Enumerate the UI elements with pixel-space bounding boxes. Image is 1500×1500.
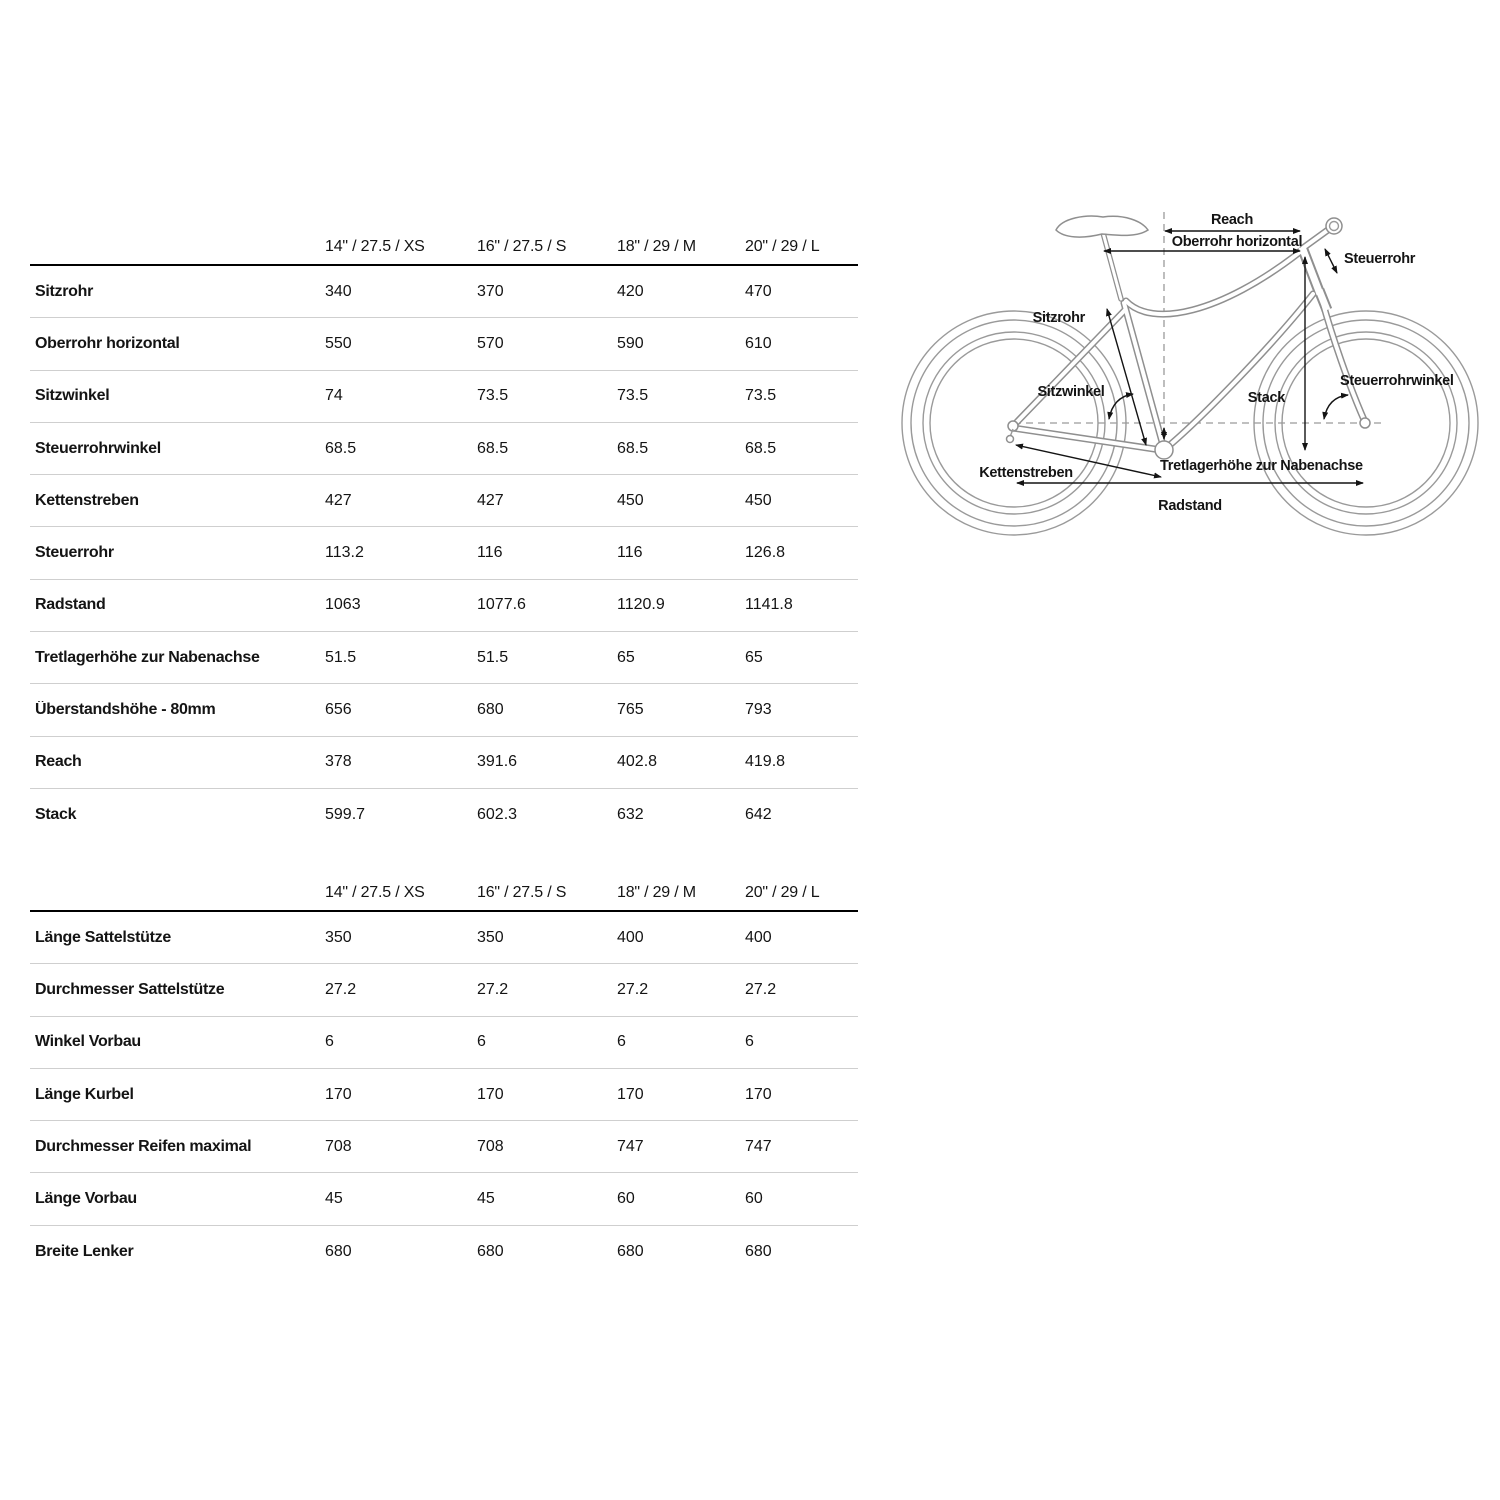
row-value-m: 73.5 bbox=[617, 387, 649, 405]
row-value-xs: 51.5 bbox=[325, 648, 357, 666]
row-label: Stack bbox=[35, 806, 77, 824]
size-column-header: 20" / 29 / L bbox=[745, 238, 820, 255]
steuerrohr-arrow bbox=[1325, 249, 1337, 273]
row-label: Steuerrohrwinkel bbox=[35, 439, 161, 457]
row-value-s: 1077.6 bbox=[477, 596, 526, 614]
row-value-xs: 427 bbox=[325, 491, 352, 509]
row-value-xs: 550 bbox=[325, 334, 352, 352]
row-value-m: 450 bbox=[617, 491, 644, 509]
row-value-xs: 45 bbox=[325, 1190, 343, 1208]
row-label: Oberrohr horizontal bbox=[35, 334, 180, 352]
row-label: Steuerrohr bbox=[35, 544, 114, 562]
steuerrohrwinkel-label: Steuerrohrwinkel bbox=[1340, 373, 1454, 389]
handlebar-grip bbox=[1326, 218, 1342, 234]
row-value-m: 632 bbox=[617, 806, 644, 824]
row-value-l: 450 bbox=[745, 491, 772, 509]
row-label: Sitzrohr bbox=[35, 282, 94, 300]
size-column-header: 18" / 29 / M bbox=[617, 884, 696, 901]
row-value-l: 73.5 bbox=[745, 387, 777, 405]
saddle bbox=[1056, 216, 1148, 237]
steuerrohrwinkel-arc bbox=[1324, 395, 1348, 419]
table-row bbox=[30, 912, 858, 964]
row-label: Tretlagerhöhe zur Nabenachse bbox=[35, 648, 260, 666]
size-column-header: 14" / 27.5 / XS bbox=[325, 238, 425, 255]
row-value-l: 470 bbox=[745, 282, 772, 300]
table-row bbox=[30, 318, 858, 370]
radstand-label: Radstand bbox=[1158, 498, 1222, 514]
tretlagerhoehe-label: Tretlagerhöhe zur Nabenachse bbox=[1160, 458, 1363, 474]
row-value-s: 391.6 bbox=[477, 753, 518, 771]
steuerrohr-label: Steuerrohr bbox=[1344, 251, 1416, 267]
table-row bbox=[30, 1017, 858, 1069]
size-column-header: 20" / 29 / L bbox=[745, 884, 820, 901]
row-value-s: 51.5 bbox=[477, 648, 509, 666]
size-column-header: 14" / 27.5 / XS bbox=[325, 884, 425, 901]
row-value-l: 170 bbox=[745, 1085, 772, 1103]
row-value-l: 642 bbox=[745, 806, 772, 824]
row-value-m: 27.2 bbox=[617, 980, 649, 998]
bottom-bracket bbox=[1155, 441, 1173, 459]
row-value-m: 765 bbox=[617, 701, 644, 719]
table-row bbox=[30, 475, 858, 527]
row-value-xs: 113.2 bbox=[325, 544, 364, 562]
row-value-s: 45 bbox=[477, 1190, 495, 1208]
row-value-xs: 708 bbox=[325, 1137, 352, 1155]
row-label: Durchmesser Sattelstütze bbox=[35, 980, 225, 998]
table-row bbox=[30, 1173, 858, 1225]
row-value-l: 60 bbox=[745, 1190, 763, 1208]
row-value-l: 793 bbox=[745, 701, 772, 719]
row-value-s: 73.5 bbox=[477, 387, 509, 405]
table-row bbox=[30, 266, 858, 318]
row-value-l: 126.8 bbox=[745, 544, 786, 562]
row-value-l: 747 bbox=[745, 1137, 772, 1155]
row-value-s: 570 bbox=[477, 334, 504, 352]
row-value-m: 1120.9 bbox=[617, 596, 665, 614]
size-header-row bbox=[30, 222, 858, 266]
sitzwinkel-label: Sitzwinkel bbox=[1037, 384, 1105, 400]
reach-label: Reach bbox=[1210, 212, 1254, 228]
row-value-xs: 68.5 bbox=[325, 439, 357, 457]
row-value-s: 427 bbox=[477, 491, 504, 509]
table-row bbox=[30, 580, 858, 632]
row-value-m: 60 bbox=[617, 1190, 635, 1208]
bike-geometry-diagram bbox=[888, 188, 1500, 560]
stack-label: Stack bbox=[1247, 390, 1285, 406]
row-value-s: 116 bbox=[477, 544, 503, 562]
row-value-s: 602.3 bbox=[477, 806, 518, 824]
table-row bbox=[30, 1069, 858, 1121]
row-value-l: 27.2 bbox=[745, 980, 777, 998]
row-label: Länge Sattelstütze bbox=[35, 928, 171, 946]
row-value-s: 68.5 bbox=[477, 439, 509, 457]
row-value-m: 747 bbox=[617, 1137, 644, 1155]
row-value-s: 6 bbox=[477, 1033, 486, 1051]
row-value-l: 65 bbox=[745, 648, 763, 666]
row-value-xs: 378 bbox=[325, 753, 352, 771]
row-label: Radstand bbox=[35, 596, 106, 614]
row-value-xs: 340 bbox=[325, 282, 352, 300]
row-value-xs: 1063 bbox=[325, 596, 361, 614]
row-label: Länge Kurbel bbox=[35, 1085, 134, 1103]
row-value-s: 680 bbox=[477, 701, 504, 719]
table-row bbox=[30, 527, 858, 579]
row-value-xs: 170 bbox=[325, 1085, 352, 1103]
row-value-m: 65 bbox=[617, 648, 635, 666]
size-column-header: 18" / 29 / M bbox=[617, 238, 696, 255]
row-label: Sitzwinkel bbox=[35, 387, 110, 405]
row-value-m: 170 bbox=[617, 1085, 644, 1103]
row-label: Länge Vorbau bbox=[35, 1190, 137, 1208]
table-row bbox=[30, 964, 858, 1016]
table-row bbox=[30, 789, 858, 841]
row-value-xs: 599.7 bbox=[325, 806, 366, 824]
bike-frame bbox=[1013, 227, 1365, 450]
row-value-xs: 27.2 bbox=[325, 980, 357, 998]
kettenstreben-label: Kettenstreben bbox=[979, 465, 1073, 481]
sitzwinkel-arc bbox=[1109, 394, 1133, 419]
row-value-xs: 6 bbox=[325, 1033, 334, 1051]
table-row bbox=[30, 737, 858, 789]
row-value-m: 680 bbox=[617, 1242, 644, 1260]
row-value-l: 610 bbox=[745, 334, 772, 352]
row-value-m: 116 bbox=[617, 544, 643, 562]
table-row bbox=[30, 423, 858, 475]
size-header-row bbox=[30, 868, 858, 912]
row-value-l: 400 bbox=[745, 928, 772, 946]
row-value-s: 370 bbox=[477, 282, 504, 300]
row-value-s: 680 bbox=[477, 1242, 504, 1260]
row-label: Durchmesser Reifen maximal bbox=[35, 1137, 252, 1155]
sitzrohr-label: Sitzrohr bbox=[1032, 310, 1085, 326]
table-row bbox=[30, 1226, 858, 1278]
row-label: Breite Lenker bbox=[35, 1242, 134, 1260]
frame-geometry-table bbox=[30, 222, 858, 841]
row-value-m: 590 bbox=[617, 334, 644, 352]
row-value-s: 708 bbox=[477, 1137, 504, 1155]
row-value-l: 680 bbox=[745, 1242, 772, 1260]
size-column-header: 16" / 27.5 / S bbox=[477, 884, 567, 901]
table-row bbox=[30, 371, 858, 423]
table-row bbox=[30, 632, 858, 684]
table-row bbox=[30, 1121, 858, 1173]
row-value-l: 68.5 bbox=[745, 439, 777, 457]
row-value-l: 6 bbox=[745, 1033, 754, 1051]
row-label: Reach bbox=[35, 753, 82, 771]
table-row bbox=[30, 684, 858, 736]
components-table bbox=[30, 868, 858, 1278]
row-value-m: 68.5 bbox=[617, 439, 649, 457]
row-value-m: 400 bbox=[617, 928, 644, 946]
row-value-m: 6 bbox=[617, 1033, 626, 1051]
row-value-s: 170 bbox=[477, 1085, 504, 1103]
row-value-s: 350 bbox=[477, 928, 504, 946]
components-rows bbox=[30, 912, 858, 1278]
row-value-xs: 350 bbox=[325, 928, 352, 946]
row-value-xs: 680 bbox=[325, 1242, 352, 1260]
row-value-xs: 74 bbox=[325, 387, 343, 405]
size-column-header: 16" / 27.5 / S bbox=[477, 238, 567, 255]
row-value-s: 27.2 bbox=[477, 980, 509, 998]
row-value-m: 402.8 bbox=[617, 753, 658, 771]
row-label: Überstandshöhe - 80mm bbox=[35, 701, 216, 719]
row-value-l: 1141.8 bbox=[745, 596, 793, 614]
front-dropout bbox=[1360, 418, 1370, 428]
row-value-xs: 656 bbox=[325, 701, 352, 719]
frame-geometry-rows bbox=[30, 266, 858, 841]
row-label: Winkel Vorbau bbox=[35, 1033, 141, 1051]
row-value-l: 419.8 bbox=[745, 753, 786, 771]
row-value-m: 420 bbox=[617, 282, 644, 300]
row-label: Kettenstreben bbox=[35, 491, 139, 509]
oberrohr-label: Oberrohr horizontal bbox=[1171, 234, 1303, 250]
